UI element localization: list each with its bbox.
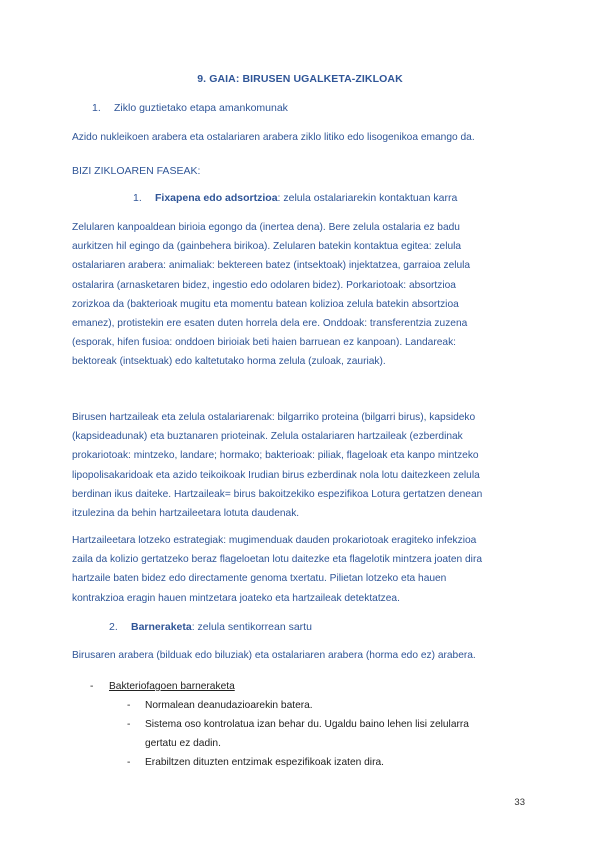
paragraph-adsorption xyxy=(72,218,528,372)
text-line: Zelularen kanpoaldean birioia egongo da (inertea dena). Bere zelula ostalaria ez badu xyxy=(72,222,460,233)
intro-paragraph: Azido nukleikoen arabera eta ostalariaren arabera ziklo litiko edo lisogenikoa emango da. xyxy=(72,132,475,143)
text-line: aurkitzen hil egingo da (gainbehera birikoa). Zelularen batekin kontaktua egitea: zelula xyxy=(72,241,462,253)
paragraph-penetration: Birusaren arabera (bilduak edo biluziak) eta ostalariaren arabera (horma edo ez) arabera. xyxy=(72,650,476,661)
text-line: zaila da kolizio gertatzeko beraz flageloetan lotu daitezke eta flagelotik mintzera joaten dira xyxy=(72,554,483,566)
phase-number: 2. xyxy=(109,621,118,633)
paragraph-strategies xyxy=(72,531,528,608)
text-line: bektoreak (intsektuak) edo kaltetutako horma zelula (zuloak, zauriak). xyxy=(72,356,386,368)
section-label: Ziklo guztietako etapa amankomunak xyxy=(114,102,288,114)
text-line: emanez), protistekin ere esaten duten horrela dela ere. Onddoak: transferentzia zuzena xyxy=(72,318,468,330)
text-line: kontrakzioa eragin hauen mintzetara joateko eta hartzaileak detektatzea. xyxy=(72,592,400,604)
text-line: Birusen hartzaileak eta zelula ostalariarenak: bilgarriko proteina (bilgarri birus), kapsideko xyxy=(72,412,476,423)
text-line: ostalarira (arnasketaren bidez, ingestio edo odolaren bidez). Porkariotoak: absortzioa xyxy=(72,279,456,291)
sub-bullet-dash: - xyxy=(127,700,131,711)
phase-title: Barneraketa xyxy=(131,621,192,633)
text-line: prokariotoak: mintzeko, landare; hormako; bakterioak: piliak, flageloak eta kanpo mintzeko xyxy=(72,450,479,462)
phase-description: : zelula ostalariarekin kontaktuan karra xyxy=(277,192,458,204)
phase-number: 1. xyxy=(133,192,142,204)
bullet-dash: - xyxy=(90,681,94,692)
phase-title: Fixapena edo adsortzioa xyxy=(155,192,278,204)
phases-heading: BIZI ZIKLOAREN FASEAK: xyxy=(72,165,201,177)
text-line: ostalariaren arabera: animaliak: bektereen batez (intsektoak) injektatzea, garraioa zelula xyxy=(72,260,471,272)
sub-bullet-dash: - xyxy=(127,719,131,730)
phase-heading-1 xyxy=(133,192,457,204)
bullet-bacteriophage xyxy=(109,677,235,696)
phase-description: : zelula sentikorrean sartu xyxy=(191,621,312,633)
text-line: lipopolisakaridoak eta azido teikoikoak Irudian birus ezberdinak nola lotu daitezkeen zelula xyxy=(72,469,480,481)
text-line: (esporak, hifen fusioa: onddoen birioiak beti haien barruean ez kanpoan). Landareak: xyxy=(72,337,456,349)
sub-bullet-text: Normalean deanudazioarekin batera. xyxy=(145,700,313,711)
sub-bullet-dash: - xyxy=(127,757,131,768)
sub-bullet-text: Sistema oso kontrolatua izan behar du. Ugaldu baino lehen lisi zelularra xyxy=(145,719,469,730)
section-heading-1 xyxy=(92,102,288,114)
text-line: Hartzaileetara lotzeko estrategiak: mugimenduak dauden prokariotoak eragiteko infekzioa xyxy=(72,535,477,546)
text-line: (kapsideadunak) eta buztanaren prioteinak. Zelula ostalariaren hartzaileak (ezberdinak xyxy=(72,431,463,443)
text-line: zorizkoa da (bakterioak mugitu eta momentu batean kolizioa zelula batekin absortzioa xyxy=(72,298,459,310)
sub-bullet-text: Erabiltzen dituzten entzimak espezifikoak izaten dira. xyxy=(145,757,384,768)
page-number: 33 xyxy=(514,797,525,808)
text-line: itzulezina da behin hartzaileetara lotuta daudenak. xyxy=(72,508,300,520)
text-line: berdinan ikus daiteke. Hartzaileak= birus bakoitzekiko espezifikoa Lotura gertatzen denean xyxy=(72,488,483,500)
sub-bullet-text-continued: gertatu ez dadin. xyxy=(145,738,221,749)
phase-heading-2 xyxy=(109,621,312,633)
text-line: hartzaile baten bidez edo directamente genoma txertatu. Pilietan lotzeko eta hauen xyxy=(72,573,447,585)
section-number: 1. xyxy=(92,102,101,114)
paragraph-receptors xyxy=(72,408,528,523)
page-title: 9. GAIA: BIRUSEN UGALKETA-ZIKLOAK xyxy=(197,73,403,85)
bullet-label: Bakteriofagoen barneraketa xyxy=(109,681,235,692)
